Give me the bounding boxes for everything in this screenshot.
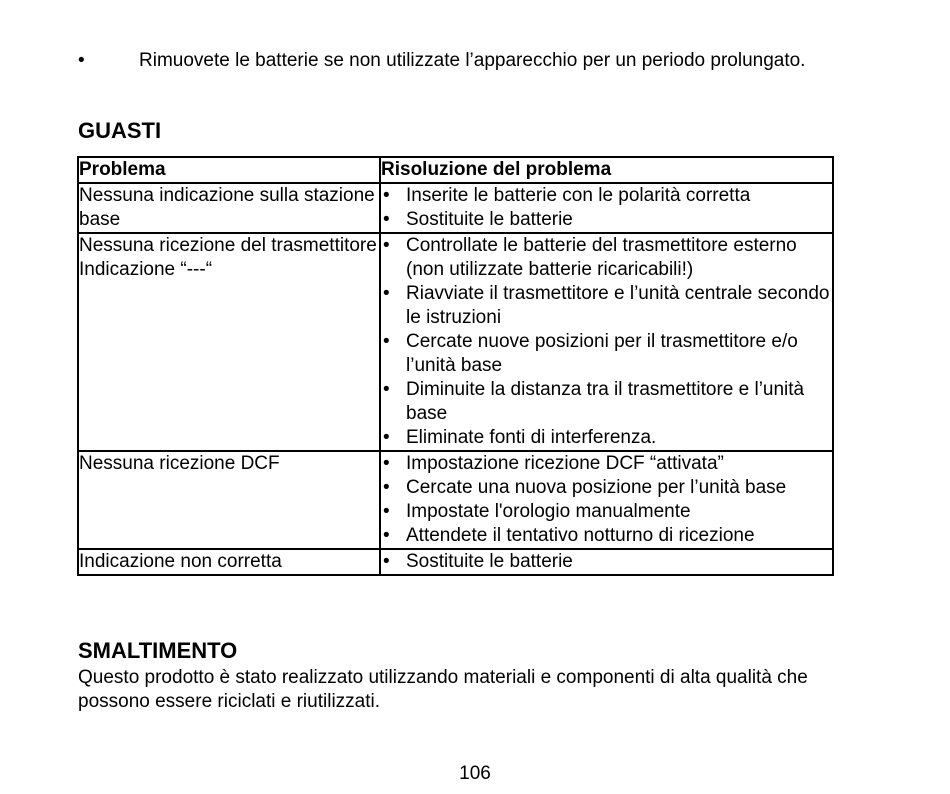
solution-item: • Impostate l'orologio manualmente	[381, 500, 832, 524]
solution-cell	[380, 233, 833, 451]
table-row	[78, 183, 833, 233]
table-row	[78, 451, 833, 549]
problem-text: Nessuna ricezione DCF	[79, 453, 280, 474]
solution-list	[381, 184, 832, 232]
problem-cell	[78, 233, 380, 451]
table-row	[78, 549, 833, 575]
troubleshooting-table	[77, 156, 834, 576]
problem-cell	[78, 451, 380, 549]
solution-item: • Diminuite la distanza tra il trasmettitore e l’unità base	[381, 378, 832, 426]
guasti-heading: GUASTI	[78, 118, 162, 143]
solution-list	[381, 234, 832, 450]
solution-item: • Sostituite le batterie	[381, 208, 832, 232]
header-solution: Risoluzione del problema	[380, 157, 833, 183]
bullet-icon: •	[78, 50, 85, 71]
solution-cell	[380, 183, 833, 233]
problem-text: Indicazione non corretta	[79, 551, 282, 572]
solution-item: • Impostazione ricezione DCF “attivata”	[381, 452, 832, 476]
solution-item: • Sostituite le batterie	[381, 550, 832, 574]
solution-item: • Cercate nuove posizioni per il trasmettitore e/o l’unità base	[381, 330, 832, 378]
table-row	[78, 233, 833, 451]
problem-cell	[78, 549, 380, 575]
intro-text: Rimuovete le batterie se non utilizzate l’apparecchio per un periodo prolungato.	[139, 50, 806, 71]
page-number: 106	[459, 763, 491, 784]
solution-item: • Controllate le batterie del trasmettitore esterno (non utilizzate batterie ricaricabili!)	[381, 234, 832, 282]
problem-text: Nessuna indicazione sulla stazione base	[79, 185, 375, 230]
solution-item: • Cercate una nuova posizione per l’unità base	[381, 476, 832, 500]
solution-list	[381, 550, 832, 574]
problem-text: Indicazione “---“	[79, 259, 213, 280]
solution-item: • Riavviate il trasmettitore e l’unità centrale secondo le istruzioni	[381, 282, 832, 330]
smaltimento-text: Questo prodotto è stato realizzato utilizzando materiali e componenti di alta qualità che possono essere riciclati e riutilizzati.	[78, 667, 808, 712]
header-problem: Problema	[78, 157, 380, 183]
solution-cell	[380, 549, 833, 575]
intro-bullet-item	[78, 49, 838, 73]
smaltimento-heading: SMALTIMENTO	[78, 638, 238, 663]
solution-item: • Eliminate fonti di interferenza.	[381, 426, 832, 450]
solution-cell	[380, 451, 833, 549]
solution-item: • Inserite le batterie con le polarità corretta	[381, 184, 832, 208]
solution-item: • Attendete il tentativo notturno di ricezione	[381, 524, 832, 548]
table-body	[78, 183, 833, 575]
problem-text: Nessuna ricezione del trasmettitore	[79, 235, 377, 256]
solution-list	[381, 452, 832, 548]
table-header-row	[78, 157, 833, 183]
problem-cell	[78, 183, 380, 233]
